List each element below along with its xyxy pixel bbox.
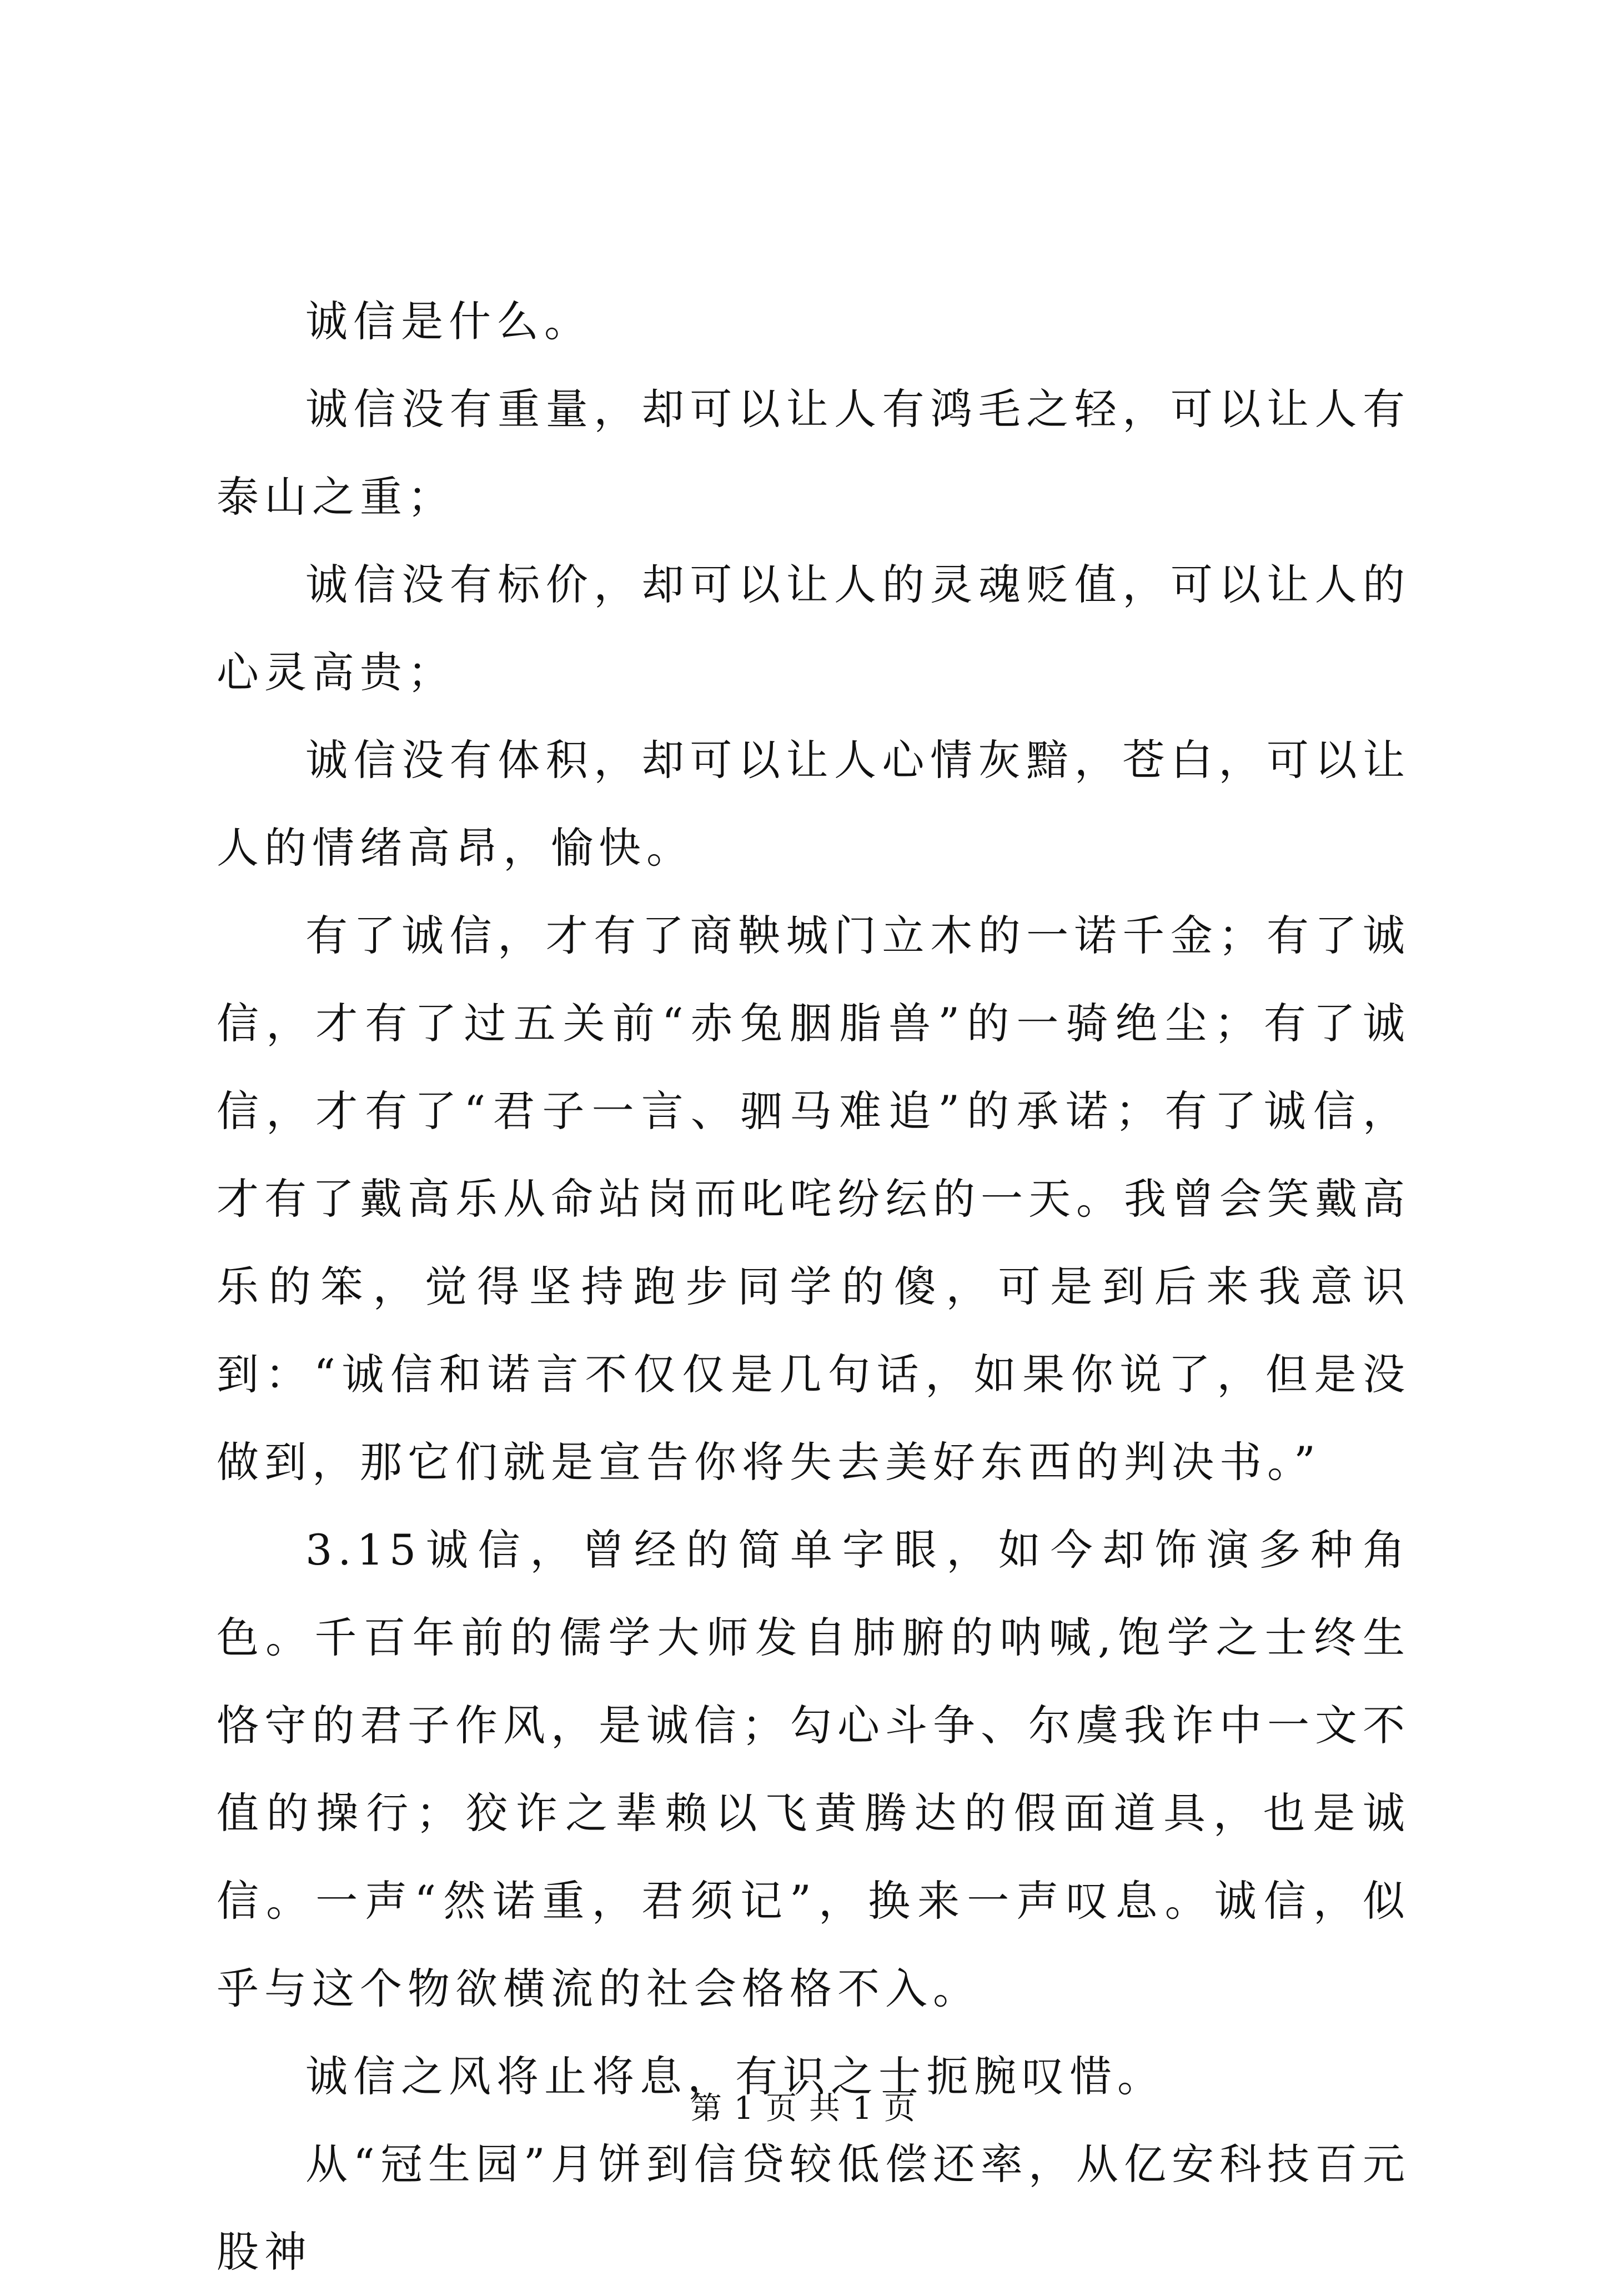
paragraph-1: 诚信是什么。 [305, 297, 592, 346]
paragraph-8: 从“冠生园”月饼到信贷较低偿还率，从亿安科技百元股神 [217, 2139, 1410, 2277]
paragraph-2: 诚信没有重量，却可以让人有鸿毛之轻，可以让人有泰山之重； [217, 384, 1410, 522]
paragraph-5: 有了诚信，才有了商鞅城门立木的一诺千金；有了诚信，才有了过五关前“赤兔胭脂兽”的一骑绝尘；有了诚信，才有了“君子一言、驷马难追”的承诺；有了诚信，才有了戴高乐从命站岗而叱咤纷纭的一天。我曾会笑戴高乐的笨，觉得坚持跑步同学的傻，可是到后来我意识到：“诚信和诺言不仅仅是几句话，如果你说了，但是没做到，那它们就是宣告你将失去美好东西的判决书。” [217, 911, 1410, 1487]
page-footer: 第 1 页 共 1 页 [690, 2091, 917, 2127]
paragraph-3: 诚信没有标价，却可以让人的灵魂贬值，可以让人的心灵高贵； [217, 560, 1410, 697]
paragraph-4: 诚信没有体积，却可以让人心情灰黯，苍白，可以让人的情绪高昂，愉快。 [217, 735, 1410, 873]
paragraph-7: 诚信之风将止将息，有识之士扼腕叹惜。 [305, 2052, 1165, 2101]
paragraph-6: 3.15诚信，曾经的简单字眼，如今却饰演多种角色。千百年前的儒学大师发自肺腑的呐喊,饱学之士终生恪守的君子作风，是诚信；勾心斗争、尔虞我诈中一文不值的操行；狡诈之辈赖以飞黄腾达的假面道具，也是诚信。一声“然诺重，君须记”，换来一声叹息。诚信，似乎与这个物欲横流的社会格格不入。 [217, 1525, 1410, 2013]
document-body [217, 278, 1410, 2296]
